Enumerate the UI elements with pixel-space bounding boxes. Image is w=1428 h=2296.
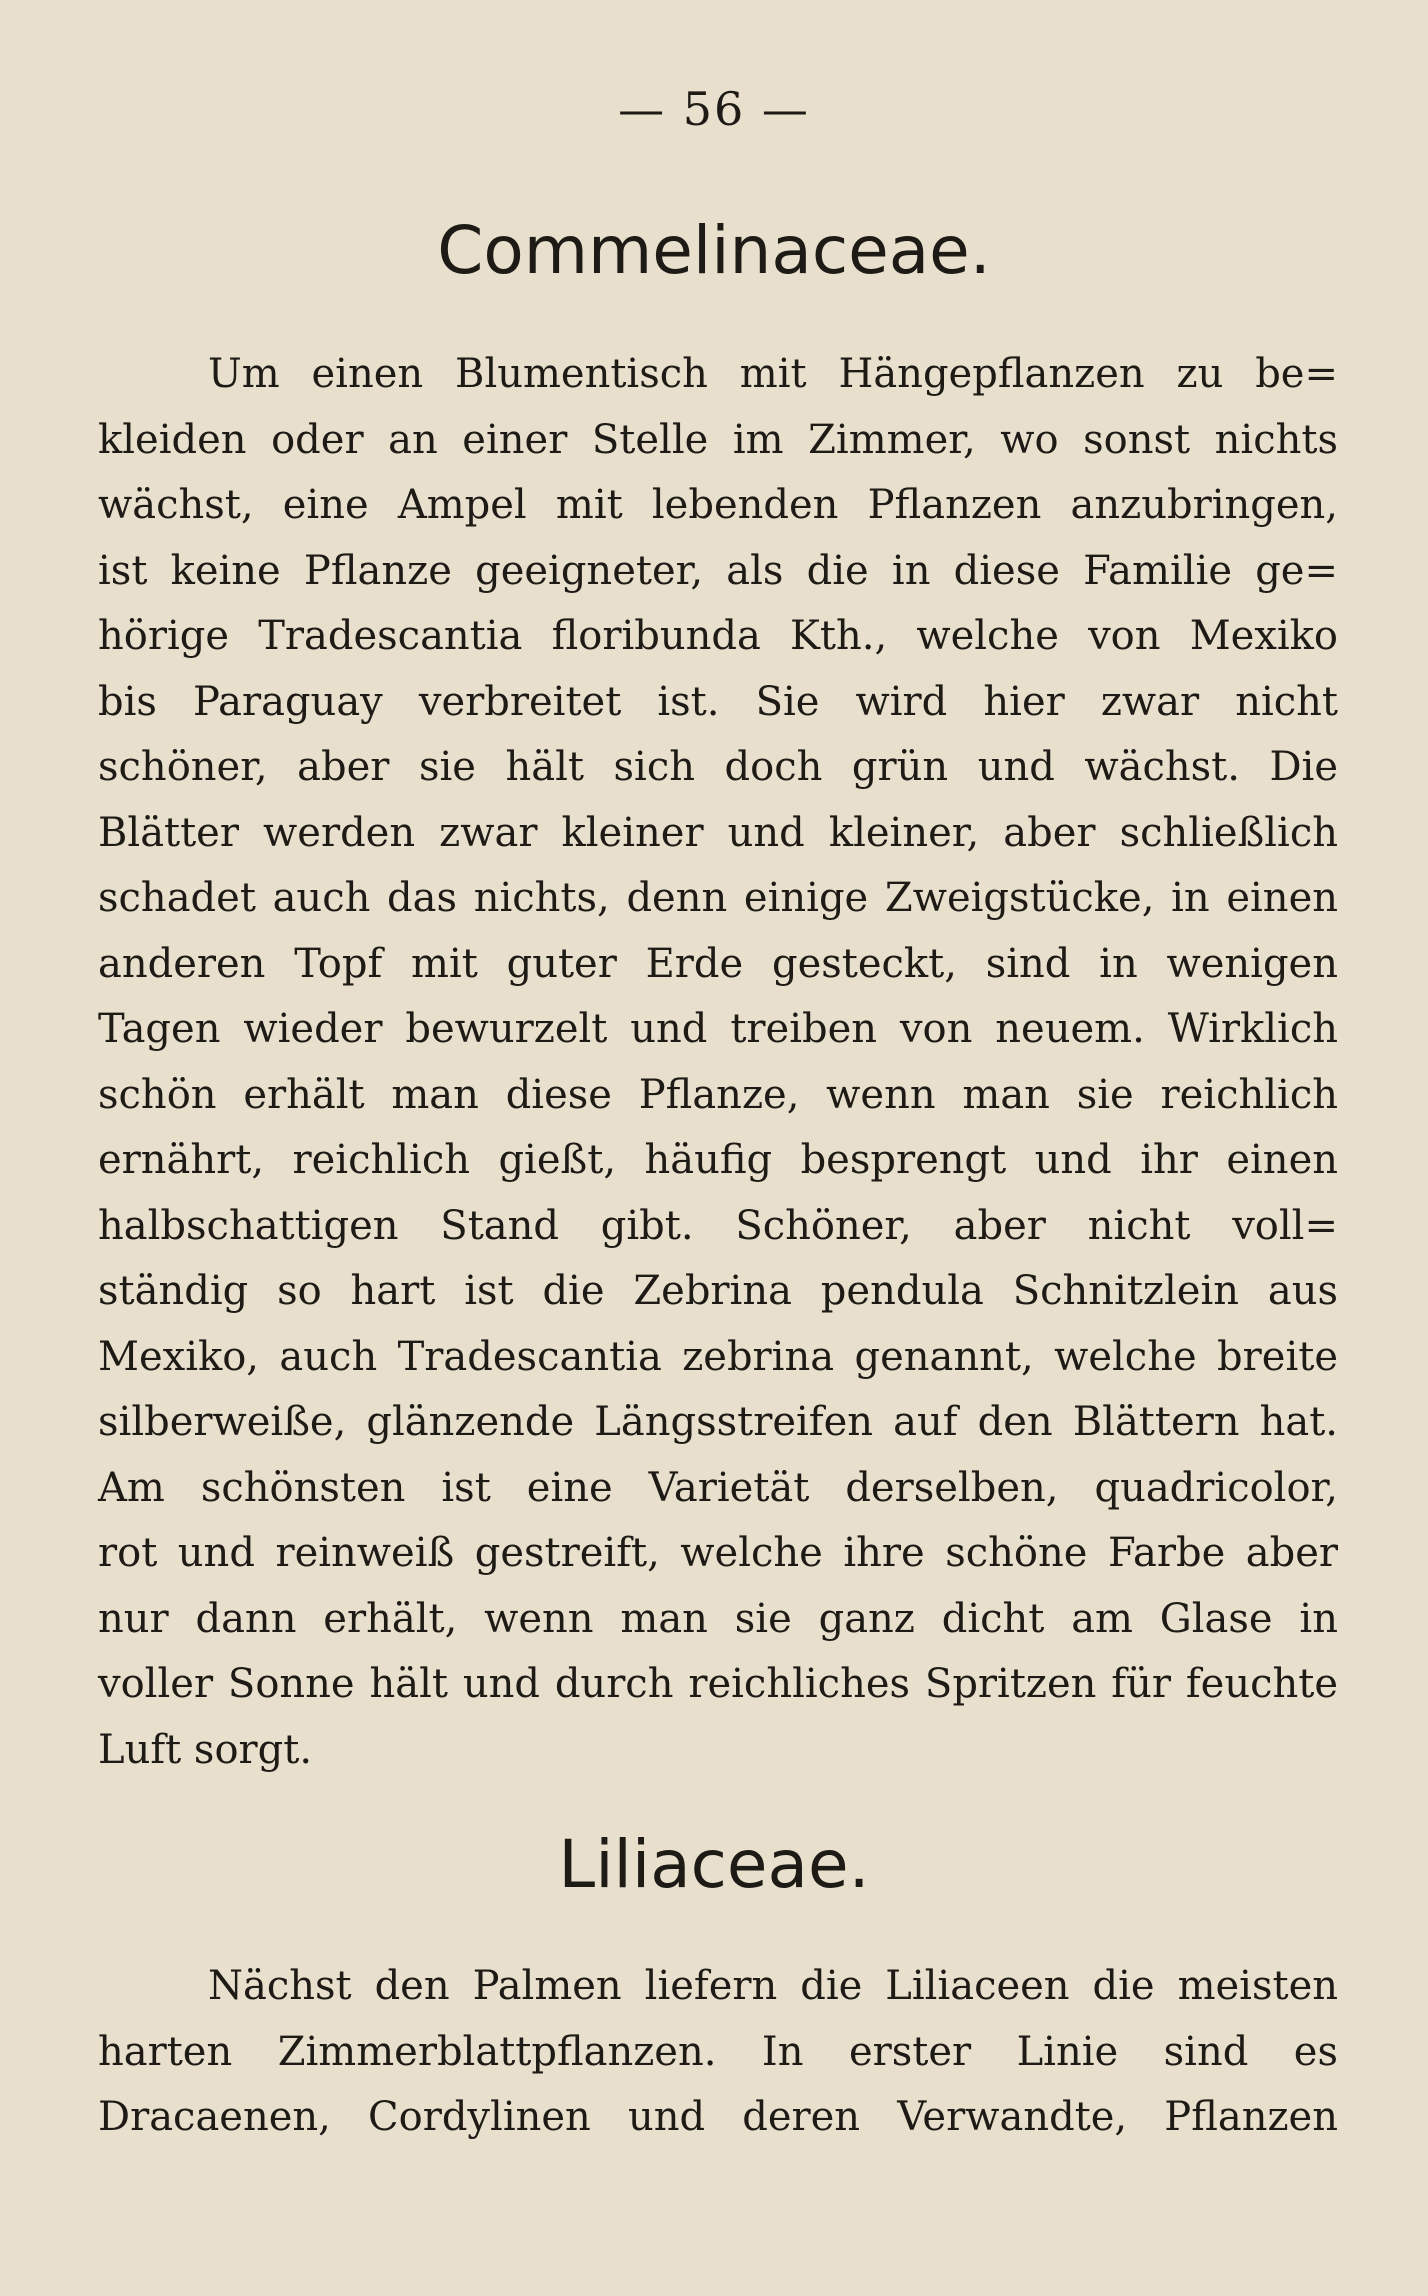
text-line: Tagen wieder bewurzelt und treiben von neuem. Wirklich bbox=[98, 1006, 1338, 1052]
text-line: harten Zimmerblattpflanzen. In erster Linie sind es bbox=[98, 2028, 1338, 2075]
text-line: ernährt, reichlich gießt, häufig besprengt und ihr einen bbox=[98, 1137, 1338, 1183]
text-line: halbschattigen Stand gibt. Schöner, aber nicht voll= bbox=[98, 1202, 1338, 1249]
text-line: Blätter werden zwar kleiner und kleiner, aber schließlich bbox=[98, 809, 1338, 856]
text-line: Mexiko, auch Tradescantia zebrina genannt, welche breite bbox=[98, 1333, 1338, 1380]
text-line: Am schönsten ist eine Varietät derselben, quadricolor, bbox=[98, 1464, 1338, 1511]
text-line: hörige Tradescantia floribunda Kth., welche von Mexiko bbox=[98, 613, 1338, 659]
text-line: schöner, aber sie hält sich doch grün und wächst. Die bbox=[98, 744, 1338, 790]
text-line: ständig so hart ist die Zebrina pendula Schnitzlein aus bbox=[98, 1268, 1338, 1314]
text-line: silberweiße, glänzende Längsstreifen auf den Blättern hat. bbox=[98, 1399, 1338, 1445]
text-line: Luft sorgt. bbox=[98, 1726, 313, 1773]
text-line: voller Sonne hält und durch reichliches Spritzen für feuchte bbox=[98, 1661, 1338, 1707]
text-line: rot und reinweiß gestreift, welche ihre schöne Farbe aber bbox=[98, 1530, 1338, 1576]
text-line: anderen Topf mit guter Erde gesteckt, sind in wenigen bbox=[98, 940, 1338, 987]
page-number: — 56 — bbox=[618, 82, 810, 136]
text-line: kleiden oder an einer Stelle im Zimmer, wo sonst nichts bbox=[98, 416, 1338, 463]
section-heading-liliaceae: Liliaceae. bbox=[558, 1826, 870, 1903]
text-line: schön erhält man diese Pflanze, wenn man sie reichlich bbox=[98, 1071, 1338, 1118]
paragraph-commelinaceae bbox=[98, 342, 1338, 1783]
text-line: bis Paraguay verbreitet ist. Sie wird hier zwar nicht bbox=[98, 678, 1338, 725]
text-line: Dracaenen, Cordylinen und deren Verwandte, Pflanzen bbox=[98, 2094, 1338, 2140]
text-line: schadet auch das nichts, denn einige Zweigstücke, in einen bbox=[98, 875, 1338, 921]
text-line: Nächst den Palmen liefern die Liliaceen die meisten bbox=[208, 1963, 1338, 2009]
text-line: nur dann erhält, wenn man sie ganz dicht am Glase in bbox=[98, 1595, 1338, 1642]
text-line: wächst, eine Ampel mit lebenden Pflanzen anzubringen, bbox=[98, 482, 1338, 528]
text-line: ist keine Pflanze geeigneter, als die in diese Familie ge= bbox=[98, 547, 1338, 594]
section-heading-commelinaceae: Commelinaceae. bbox=[437, 212, 991, 289]
text-line: Um einen Blumentisch mit Hängepflanzen zu be= bbox=[208, 351, 1338, 397]
paragraph-liliaceae bbox=[98, 1954, 1338, 2151]
